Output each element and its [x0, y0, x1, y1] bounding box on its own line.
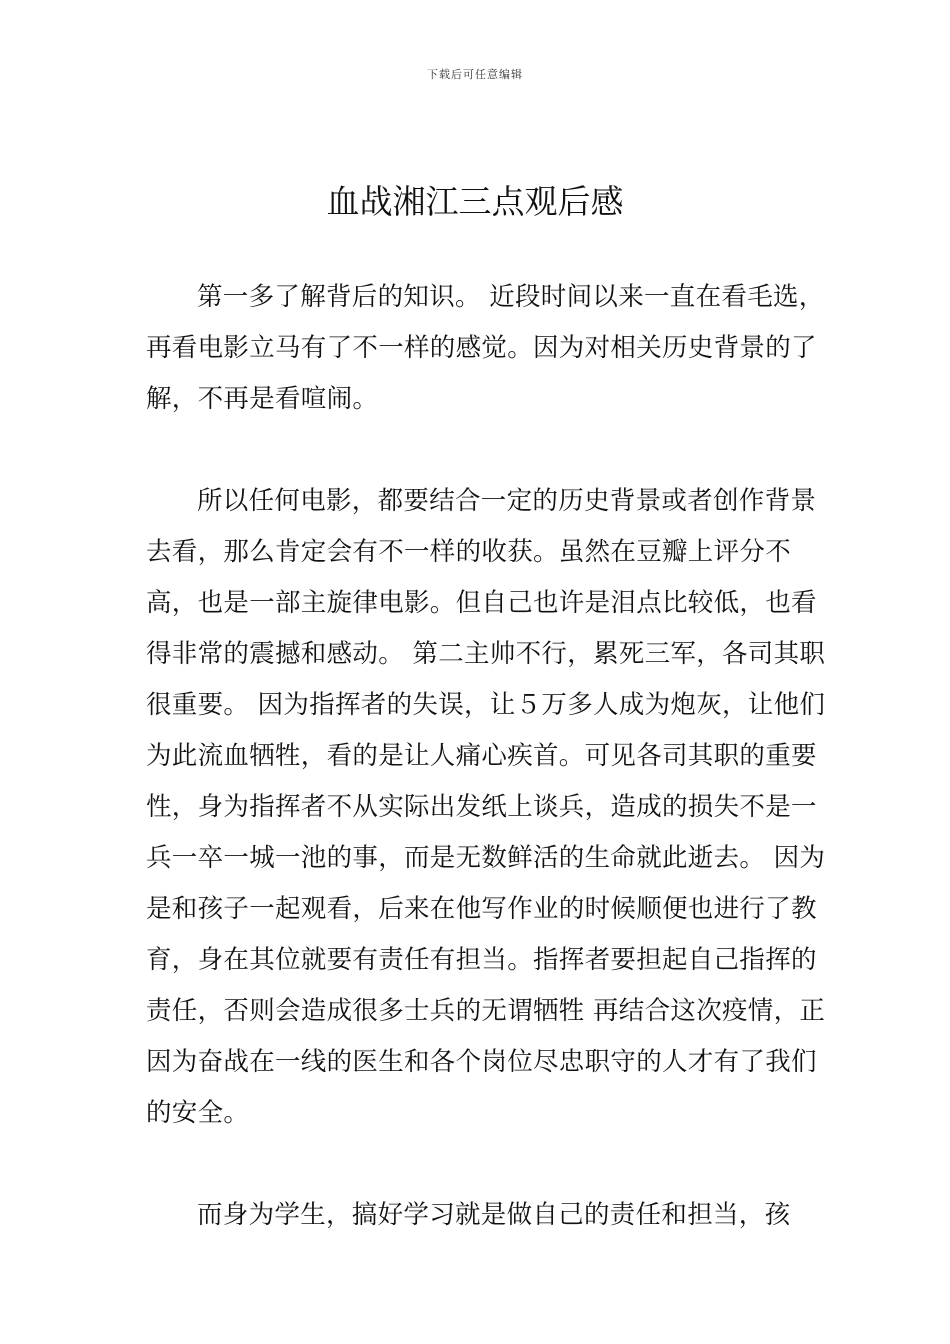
- document-body: [146, 272, 830, 1241]
- paragraph-1: 第一多了解背后的知识。 近段时间以来一直在看毛选，再看电影立马有了不一样的感觉。因为对相关历史背景的了解，不再是看喧闹。: [146, 282, 825, 414]
- paragraph-3: 而身为学生，搞好学习就是做自己的责任和担当，孩: [197, 1200, 791, 1230]
- document-title: 血战湘江三点观后感: [326, 182, 624, 221]
- page-header-note: 下载后可任意编辑: [427, 68, 523, 81]
- paragraph-2: 所以任何电影，都要结合一定的历史背景或者创作背景去看，那么肯定会有不一样的收获。虽然在豆瓣上评分不高，也是一部主旋律电影。但自己也许是泪点比较低，也看得非常的震撼和感动。 第二主帅不行，累死三军，各司其职很重要。 因为指挥者的失误，让５万多人成为炮灰，让他们为此流血牺牲，看的是让人痛心疾首。可见各司其职的重要性，身为指挥者不从实际出发纸上谈兵，造成的损失不是一兵一卒一城一池的事，而是无数鲜活的生命就此逝去。 因为是和孩子一起观看，后来在他写作业的时候顺便也进行了教育，身在其位就要有责任有担当。指挥者要担起自己指挥的责任，否则会造成很多士兵的无谓牺牲 再结合这次疫情，正因为奋战在一线的医生和各个岗位尽忠职守的人才有了我们的安全。: [146, 486, 826, 1128]
